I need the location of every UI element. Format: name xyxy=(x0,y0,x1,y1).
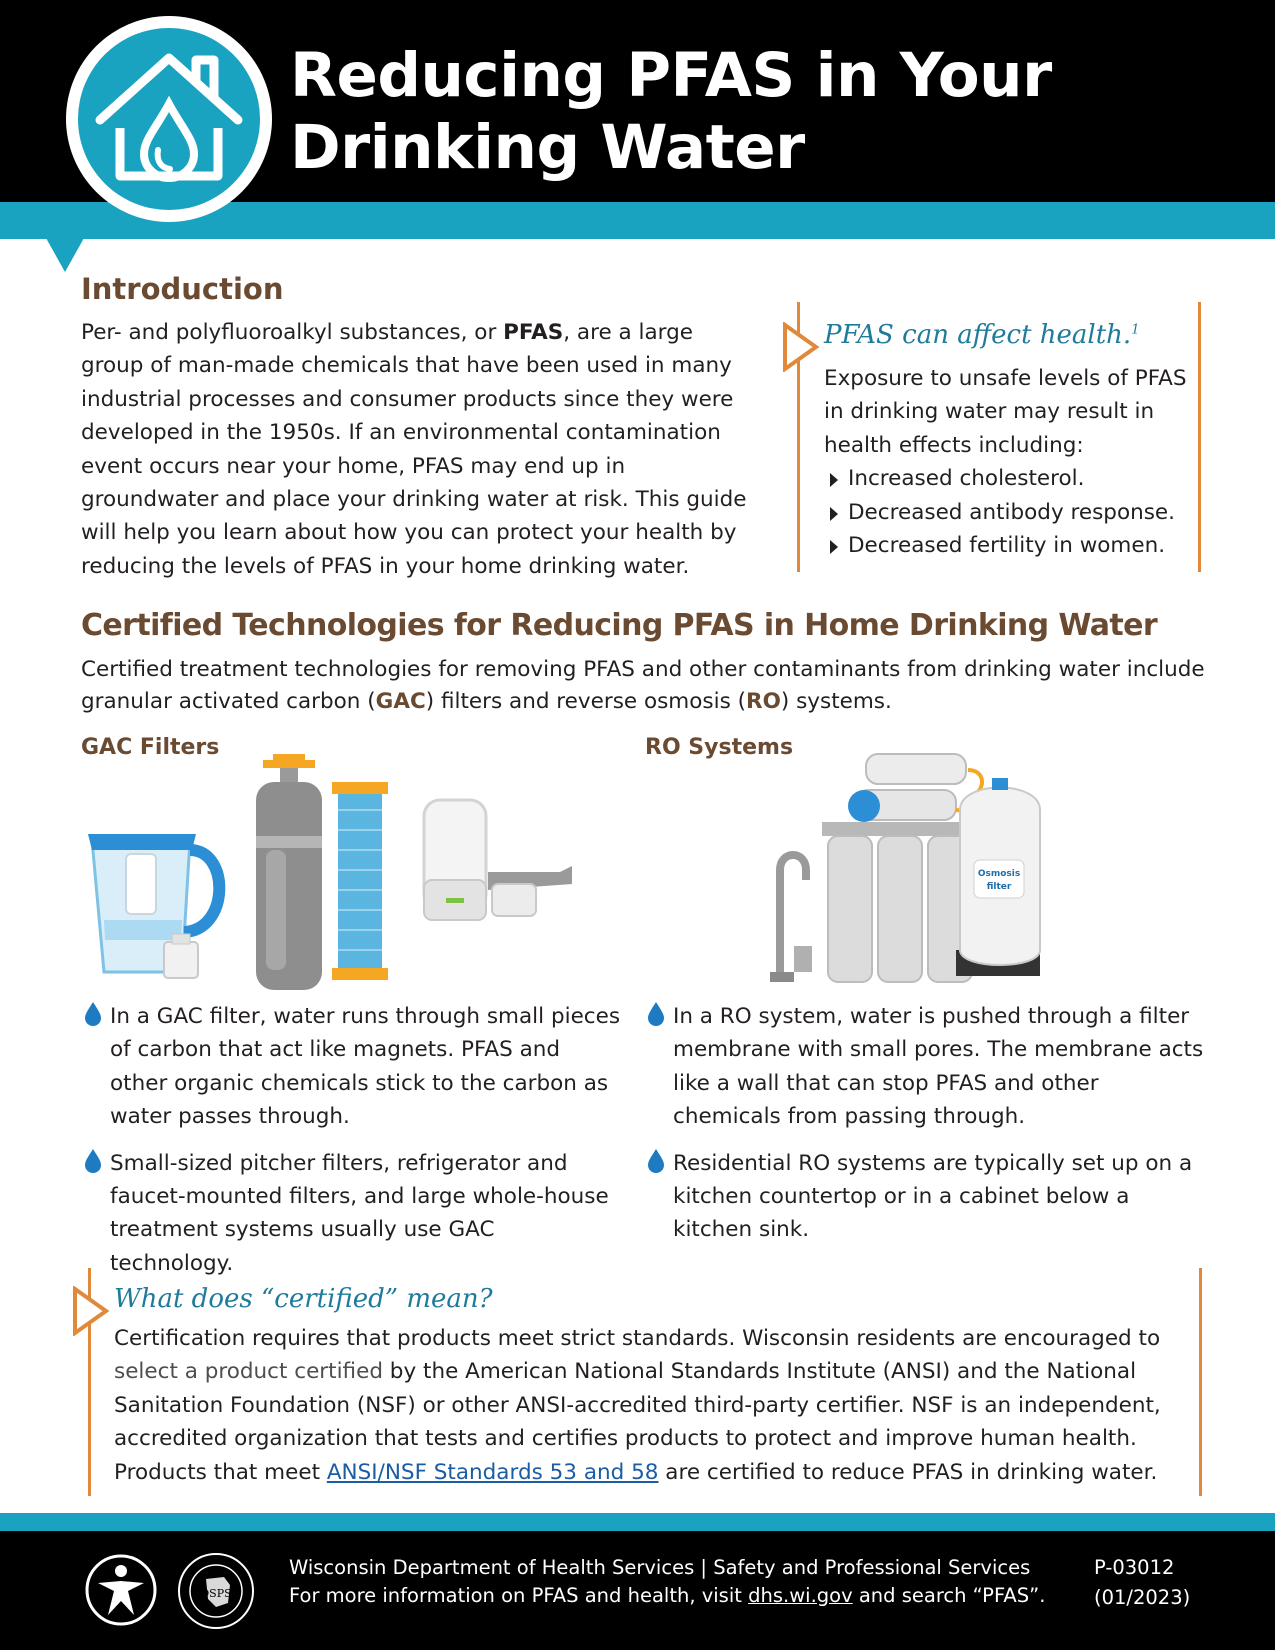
health-callout-body: Exposure to unsafe levels of PFAS in drinking water may result in health effects including: Increased cholesterol. Decreased antibody response. Decreased fertility in women. xyxy=(824,362,1194,562)
title-line-1: Reducing PFAS in Your xyxy=(290,40,1052,111)
ro-system-illustration xyxy=(760,750,1080,990)
list-item: Decreased fertility in women. xyxy=(824,529,1194,562)
certified-tech-heading: Certified Technologies for Reducing PFAS in Home Drinking Water xyxy=(81,608,1158,643)
gac-bullet-list xyxy=(82,1000,622,1293)
health-effects-list xyxy=(824,462,1194,562)
certified-callout xyxy=(72,1268,1206,1496)
water-drop-icon xyxy=(645,1147,667,1175)
footer-more-info: For more information on PFAS and health, visit dhs.wi.gov and search “PFAS”. xyxy=(289,1584,1046,1607)
pfas-bold: PFAS xyxy=(503,320,564,345)
logo-badge xyxy=(66,16,272,222)
certified-tech-intro: Certified treatment technologies for removing PFAS and other contaminants from drinking water include granular activated carbon (GAC) filters and reverse osmosis (RO) systems. xyxy=(81,657,1205,714)
intro-paragraph: Per- and polyfluoroalkyl substances, or PFAS, are a large group of man-made chemicals that have been used in many industrial processes and consumer products since they were developed in the 1950s. If an environmental contamination event occurs near your home, PFAS may end up in groundwater and place your drinking water at risk. This guide will help you learn about how you can protect your health by reducing the levels of PFAS in your home drinking water. xyxy=(81,320,747,579)
dsps-seal-icon xyxy=(176,1551,256,1631)
publication-date: (01/2023) xyxy=(1094,1586,1191,1609)
list-item: In a GAC filter, water runs through small pieces of carbon that act like magnets. PFAS and other organic chemicals stick to the carbon as water passes through. xyxy=(82,1000,622,1134)
list-item: Increased cholesterol. xyxy=(824,462,1194,495)
callout-arrow-icon xyxy=(782,322,820,372)
health-callout-title: PFAS can affect health.$^1$ xyxy=(824,320,1140,350)
callout-right-rule xyxy=(1198,302,1201,572)
title-line-2: Drinking Water xyxy=(290,112,805,183)
storage-tank-icon xyxy=(956,778,1040,976)
gac-heading: GAC Filters xyxy=(81,735,220,760)
ro-heading: RO Systems xyxy=(645,735,794,760)
dhs-logo-icon xyxy=(84,1553,158,1627)
whole-house-filter-icon xyxy=(256,754,322,990)
kitchen-faucet-icon xyxy=(770,855,812,982)
select-certified-product-link[interactable]: select a product certified xyxy=(114,1359,383,1385)
page-title xyxy=(290,40,1230,184)
header-band-notch xyxy=(46,238,84,272)
pitcher-filter-icon xyxy=(88,834,219,978)
footer xyxy=(0,1531,1275,1650)
filter-cartridge-icon xyxy=(332,782,388,980)
list-item: In a RO system, water is pushed through a filter membrane with small pores. The membrane acts like a wall that can stop PFAS and other chemicals from passing through. xyxy=(645,1000,1205,1134)
publication-id: P-03012 xyxy=(1094,1556,1175,1579)
water-drop-icon xyxy=(645,1000,667,1028)
tank-label-line1: Osmosis xyxy=(977,869,1021,879)
water-drop-icon xyxy=(82,1147,104,1175)
ro-bullet-list xyxy=(645,1000,1205,1260)
callout-right-rule xyxy=(1199,1268,1202,1496)
gac-filters-illustration xyxy=(80,750,610,990)
list-item: Decreased antibody response. xyxy=(824,496,1194,529)
callout-arrow-icon xyxy=(72,1286,110,1336)
list-item: Small-sized pitcher filters, refrigerator and faucet-mounted filters, and large whole-house treatment systems usually use GAC technology. xyxy=(82,1147,622,1281)
health-callout xyxy=(778,302,1203,572)
dsps-seal-letters: DSPS xyxy=(200,1587,232,1600)
water-drop-icon xyxy=(82,1000,104,1028)
faucet-filter-icon xyxy=(424,800,572,920)
ansi-nsf-standards-link[interactable]: ANSI/NSF Standards 53 and 58 xyxy=(326,1459,659,1485)
certified-callout-body: Certification requires that products meet strict standards. Wisconsin residents are encouraged to select a product certified by the American National Standards Institute (ANSI) and the National Sanitation Foundation (NSF) or other ANSI-accredited third-party certifier. NSF is an independent, accredited organization that tests and certifies products to protect and improve human health. Products that meet ANSI/NSF Standards 53 and 58 are certified to reduce PFAS in drinking water. xyxy=(114,1326,1161,1485)
footer-agencies: Wisconsin Department of Health Services | Safety and Professional Services xyxy=(289,1556,1031,1579)
intro-heading: Introduction xyxy=(81,272,284,306)
list-item: Residential RO systems are typically set up on a kitchen countertop or in a cabinet below a kitchen sink. xyxy=(645,1147,1205,1247)
house-water-drop-icon xyxy=(78,28,260,210)
certified-callout-title: What does “certified” mean? xyxy=(114,1284,493,1314)
tank-label-line2: filter xyxy=(986,882,1012,892)
footnote-marker: 1 xyxy=(1131,322,1140,338)
footer-teal-band xyxy=(0,1513,1275,1531)
dhs-website-link[interactable]: dhs.wi.gov xyxy=(748,1584,853,1607)
